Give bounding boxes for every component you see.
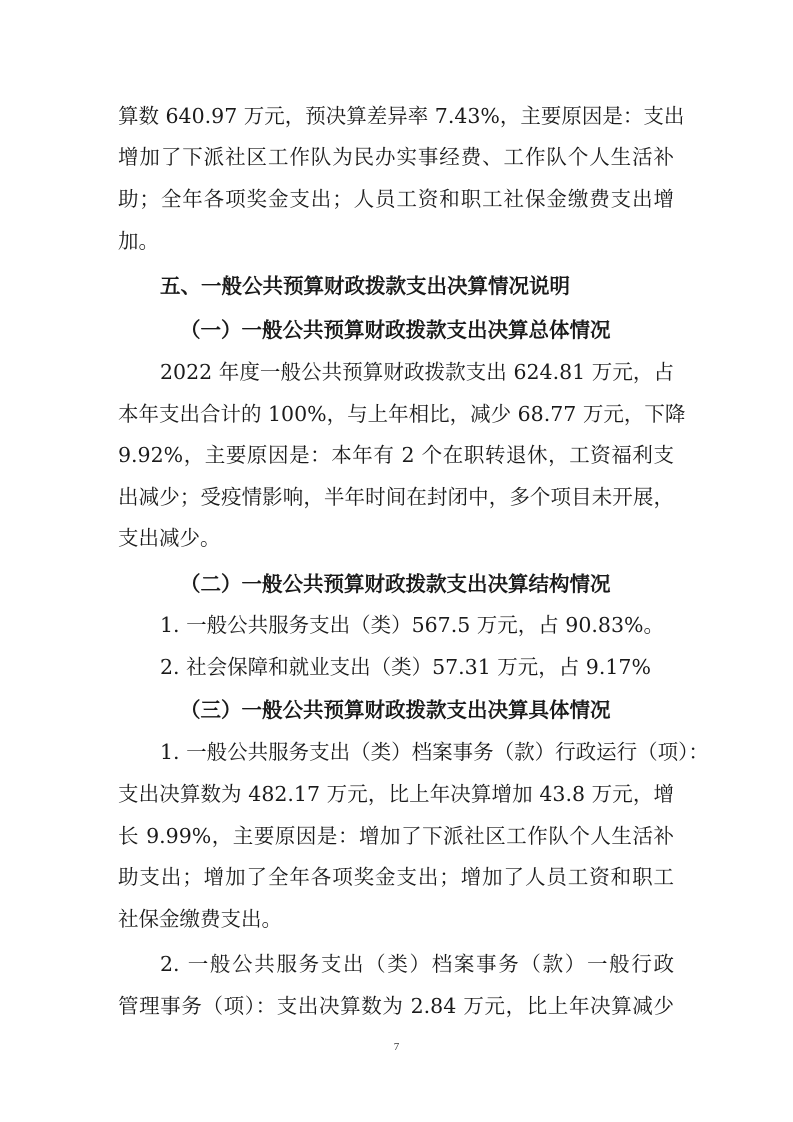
page-number: 7 xyxy=(393,1041,400,1053)
paragraph-line: 支出决算数为 482.17 万元，比上年决算增加 43.8 万元，增 xyxy=(118,782,674,806)
list-item: 1. 一般公共服务支出（类）567.5 万元，占 90.83%。 xyxy=(160,613,664,637)
paragraph-line: 出减少；受疫情影响，半年时间在封闭中，多个项目未开展， xyxy=(118,485,674,509)
paragraph-line: 2022 年度一般公共预算财政拨款支出 624.81 万元，占 xyxy=(160,360,674,384)
paragraph-line: 长 9.99%，主要原因是：增加了下派社区工作队个人生活补 xyxy=(118,824,674,848)
paragraph-line: 1. 一般公共服务支出（类）档案事务（款）行政运行（项）： xyxy=(160,740,709,764)
list-item: 2. 社会保障和就业支出（类）57.31 万元，占 9.17% xyxy=(160,655,651,679)
section-heading: 五、一般公共预算财政拨款支出决算情况说明 xyxy=(160,274,570,298)
paragraph-line: 9.92%，主要原因是：本年有 2 个在职转退休，工资福利支 xyxy=(118,443,674,467)
subsection-heading: （二）一般公共预算财政拨款支出决算结构情况 xyxy=(180,572,611,596)
paragraph-line: 助支出；增加了全年各项奖金支出；增加了人员工资和职工 xyxy=(118,865,674,889)
paragraph-line: 助；全年各项奖金支出；人员工资和职工社保金缴费支出增 xyxy=(118,187,674,211)
paragraph-line: 加。 xyxy=(118,229,159,253)
paragraph-line: 管理事务（项）：支出决算数为 2.84 万元，比上年决算减少 xyxy=(118,994,674,1018)
paragraph-line: 社保金缴费支出。 xyxy=(118,907,282,931)
subsection-heading: （一）一般公共预算财政拨款支出决算总体情况 xyxy=(180,318,611,342)
subsection-heading: （三）一般公共预算财政拨款支出决算具体情况 xyxy=(180,698,611,722)
paragraph-line: 算数 640.97 万元，预决算差异率 7.43%，主要原因是：支出 xyxy=(118,104,685,128)
paragraph-line: 支出减少。 xyxy=(118,526,221,550)
paragraph-line: 本年支出合计的 100%，与上年相比，减少 68.77 万元，下降 xyxy=(118,402,686,426)
paragraph-line: 增加了下派社区工作队为民办实事经费、工作队个人生活补 xyxy=(118,145,674,169)
paragraph-line: 2. 一般公共服务支出（类）档案事务（款）一般行政 xyxy=(160,952,674,976)
